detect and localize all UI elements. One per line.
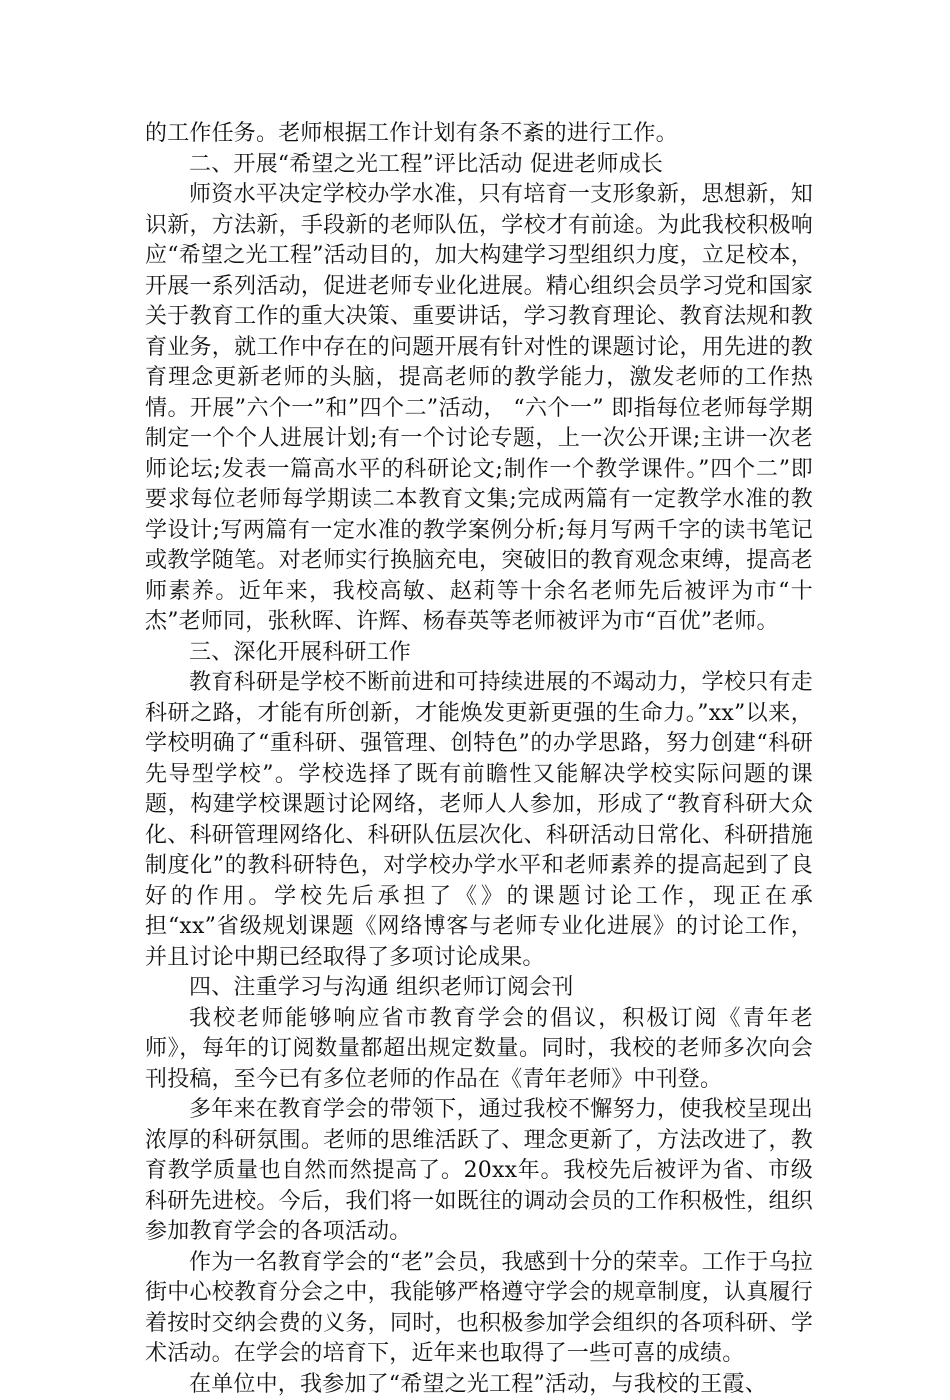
- paragraph-continuation: 的工作任务。老师根据工作计划有条不紊的进行工作。: [145, 119, 813, 150]
- document-body: [145, 119, 813, 1400]
- paragraph-research: 教育科研是学校不断前进和可持续进展的不竭动力，学校只有走科研之路，才能有所创新，才能焕发更新更强的生命力。”xx”以来，学校明确了“重科研、强管理、创特色”的办学思路，努力创建“科研先导型学校”。学校选择了既有前瞻性又能解决学校实际问题的课题，构建学校课题讨论网络，老师人人参加，形成了“教育科研大众化、科研管理网络化、科研队伍层次化、科研活动日常化、科研措施制度化”的教科研特色，对学校办学水平和老师素养的提高起到了良好的作用。学校先后承担了《》的课题讨论工作，现正在承担“xx”省级规划课题《网络博客与老师专业化进展》的讨论工作，并且讨论中期已经取得了多项讨论成果。: [145, 668, 813, 973]
- paragraph-unit-activity: 在单位中，我参加了“希望之光工程”活动，与我校的王霞、: [145, 1370, 813, 1400]
- section-heading-4: 四、注重学习与沟通 组织老师订阅会刊: [145, 973, 813, 1004]
- paragraph-member-statement: 作为一名教育学会的“老”会员，我感到十分的荣幸。工作于乌拉街中心校教育分会之中，我能够严格遵守学会的规章制度，认真履行着按时交纳会费的义务，同时，也积极参加学会组织的各项科研、学术活动。在学会的培育下，近年来也取得了一些可喜的成绩。: [145, 1248, 813, 1370]
- section-heading-3: 三、深化开展科研工作: [145, 638, 813, 669]
- paragraph-teacher-growth: 师资水平决定学校办学水准，只有培育一支形象新，思想新，知识新，方法新，手段新的老师队伍，学校才有前途。为此我校积极响应“希望之光工程”活动目的，加大构建学习型组织力度，立足校本，开展一系列活动，促进老师专业化进展。精心组织会员学习党和国家关于教育工作的重大决策、重要讲话，学习教育理论、教育法规和教育业务，就工作中存在的问题开展有针对性的课题讨论，用先进的教育理念更新老师的头脑，提高老师的教学能力，激发老师的工作热情。开展”六个一”和”四个二”活动， “六个一” 即指每位老师每学期制定一个个人进展计划;有一个讨论专题，上一次公开课;主讲一次老师论坛;发表一篇高水平的科研论文;制作一个教学课件。”四个二”即要求每位老师每学期读二本教育文集;完成两篇有一定教学水准的教学设计;写两篇有一定水准的教学案例分析;每月写两千字的读书笔记或教学随笔。对老师实行换脑充电，突破旧的教育观念束缚，提高老师素养。近年来，我校高敏、赵莉等十余名老师先后被评为市“十杰”老师同，张秋晖、许辉、杨春英等老师被评为市“百优”老师。: [145, 180, 813, 638]
- paragraph-achievements: 多年来在教育学会的带领下，通过我校不懈努力，使我校呈现出浓厚的科研氛围。老师的思维活跃了、理念更新了，方法改进了，教育教学质量也自然而然提高了。20xx年。我校先后被评为省、市级科研先进校。今后，我们将一如既往的调动会员的工作积极性，组织参加教育学会的各项活动。: [145, 1095, 813, 1248]
- section-heading-2: 二、开展“希望之光工程”评比活动 促进老师成长: [145, 150, 813, 181]
- paragraph-journal-subscription: 我校老师能够响应省市教育学会的倡议，积极订阅《青年老师》，每年的订阅数量都超出规定数量。同时，我校的老师多次向会刊投稿，至今已有多位老师的作品在《青年老师》中刊登。: [145, 1004, 813, 1096]
